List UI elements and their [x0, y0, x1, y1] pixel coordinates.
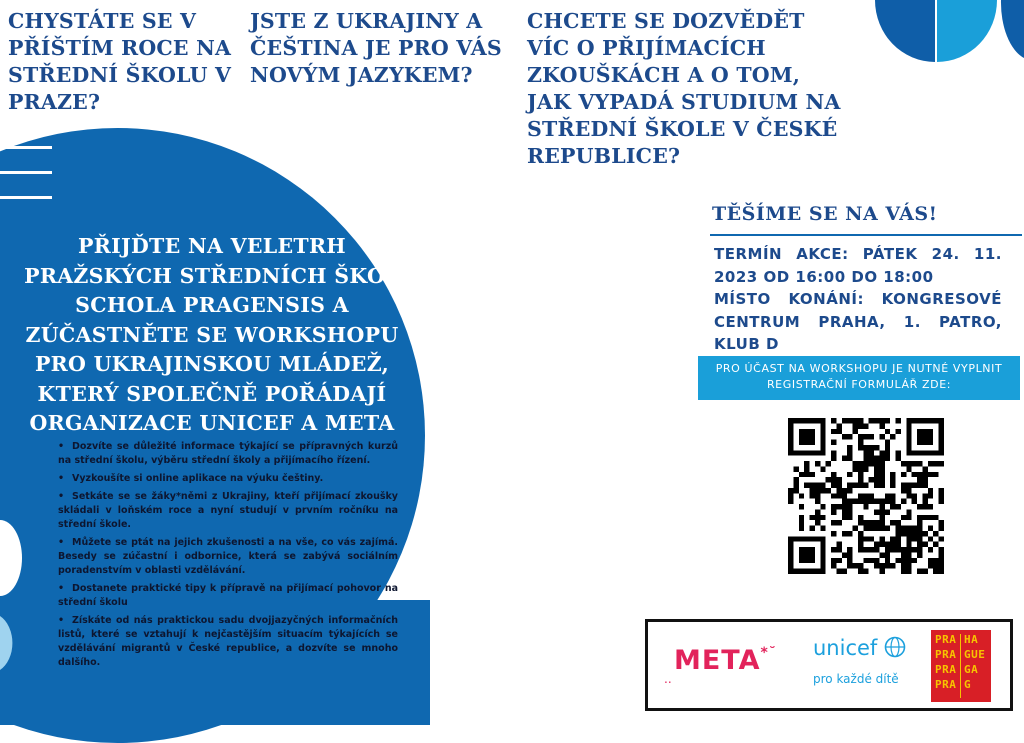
event-info — [714, 243, 1002, 356]
question-next-year: CHYSTÁTE SE V PŘÍŠTÍM ROCE NA STŘEDNÍ ŠKOLU V PRAZE? — [8, 9, 232, 114]
decorative-arcs — [0, 520, 30, 670]
main-heading: PŘIJĎTE NA VELETRH PRAŽSKÝCH STŘEDNÍCH ŠKOL SCHOLA PRAGENSIS A ZÚČASTNĚTE SE WORKSHOPU PRO UKRAJINSKOU MLÁDEŽ, KTERÝ SPOLEČNĚ POŘÁDAJÍ ORGANIZACE UNICEF A META — [24, 234, 400, 435]
question-ukraine: JSTE Z UKRAJINY A ČEŠTINA JE PRO VÁS NOVÝM JAZYKEM? — [250, 9, 502, 87]
qr-code[interactable] — [788, 418, 944, 574]
welcome-heading: TĚŠÍME SE NA VÁS! — [712, 203, 938, 225]
list-item: • Můžete se ptát na jejich zkušenosti a na vše, co vás zajímá. Besedy se zúčastní i odbornice, která se zabývá sociálním poradenstvím v oblasti vzdělávání. — [58, 537, 398, 576]
list-item: • Získáte od nás praktickou sadu dvojjazyčných informačních listů, které se vztahují k nejčastějším situacím týkajících se vzdělávání migrantů v České republice, a dozvíte se mnoho dalšího. — [58, 615, 398, 668]
bullet-icon: • — [58, 583, 65, 594]
partner-logos — [645, 619, 1013, 711]
bullet-icon: • — [58, 491, 65, 502]
bullet-icon: • — [58, 473, 65, 484]
meta-logo-dots: .. — [664, 672, 672, 686]
unicef-logo: unicef — [813, 636, 906, 660]
list-item: • Dozvíte se důležité informace týkající se přípravných kurzů na střední školu, výběru střední školy a přijímacího řízení. — [58, 441, 398, 466]
divider — [710, 234, 1022, 236]
decorative-line — [0, 196, 52, 199]
question-entrance-exams: CHCETE SE DOZVĚDĚT VÍC O PŘIJÍMACÍCH ZKOUŠKÁCH A O TOM, JAK VYPADÁ STUDIUM NA STŘEDNÍ ŠKOLE V ČESKÉ REPUBLICE? — [527, 9, 841, 168]
meta-logo: META*˘ — [674, 645, 777, 676]
decorative-line — [0, 171, 52, 174]
unicef-globe-icon — [884, 636, 906, 658]
bullet-icon: • — [58, 441, 65, 452]
bullet-icon: • — [58, 615, 65, 626]
list-item: • Dostanete praktické tipy k přípravě na přijímací pohovor na střední školu — [58, 583, 398, 608]
registration-note: PRO ÚČAST NA WORKSHOPU JE NUTNÉ VYPLNIT REGISTRAČNÍ FORMULÁŘ ZDE: — [698, 356, 1020, 400]
unicef-tagline: pro každé dítě — [813, 672, 899, 686]
prague-logo: PRA PRA PRA PRA HA GUE GA G — [931, 630, 991, 702]
benefits-list — [58, 440, 398, 674]
list-item: • Setkáte se se žáky*němi z Ukrajiny, kteří přijímací zkoušky skládali v loňském roce a nyní studují v prvním ročníku na střední škole. — [58, 491, 398, 530]
event-place: MÍSTO KONÁNÍ: KONGRESOVÉ CENTRUM PRAHA, 1. PATRO, KLUB D — [714, 290, 1002, 353]
decorative-corner-shapes — [855, 0, 1024, 62]
list-item: • Vyzkoušíte si online aplikace na výuku češtiny. — [58, 473, 324, 484]
event-date: TERMÍN AKCE: PÁTEK 24. 11. 2023 OD 16:00 DO 18:00 — [714, 245, 1002, 286]
bullet-icon: • — [58, 537, 65, 548]
decorative-line — [0, 146, 52, 149]
